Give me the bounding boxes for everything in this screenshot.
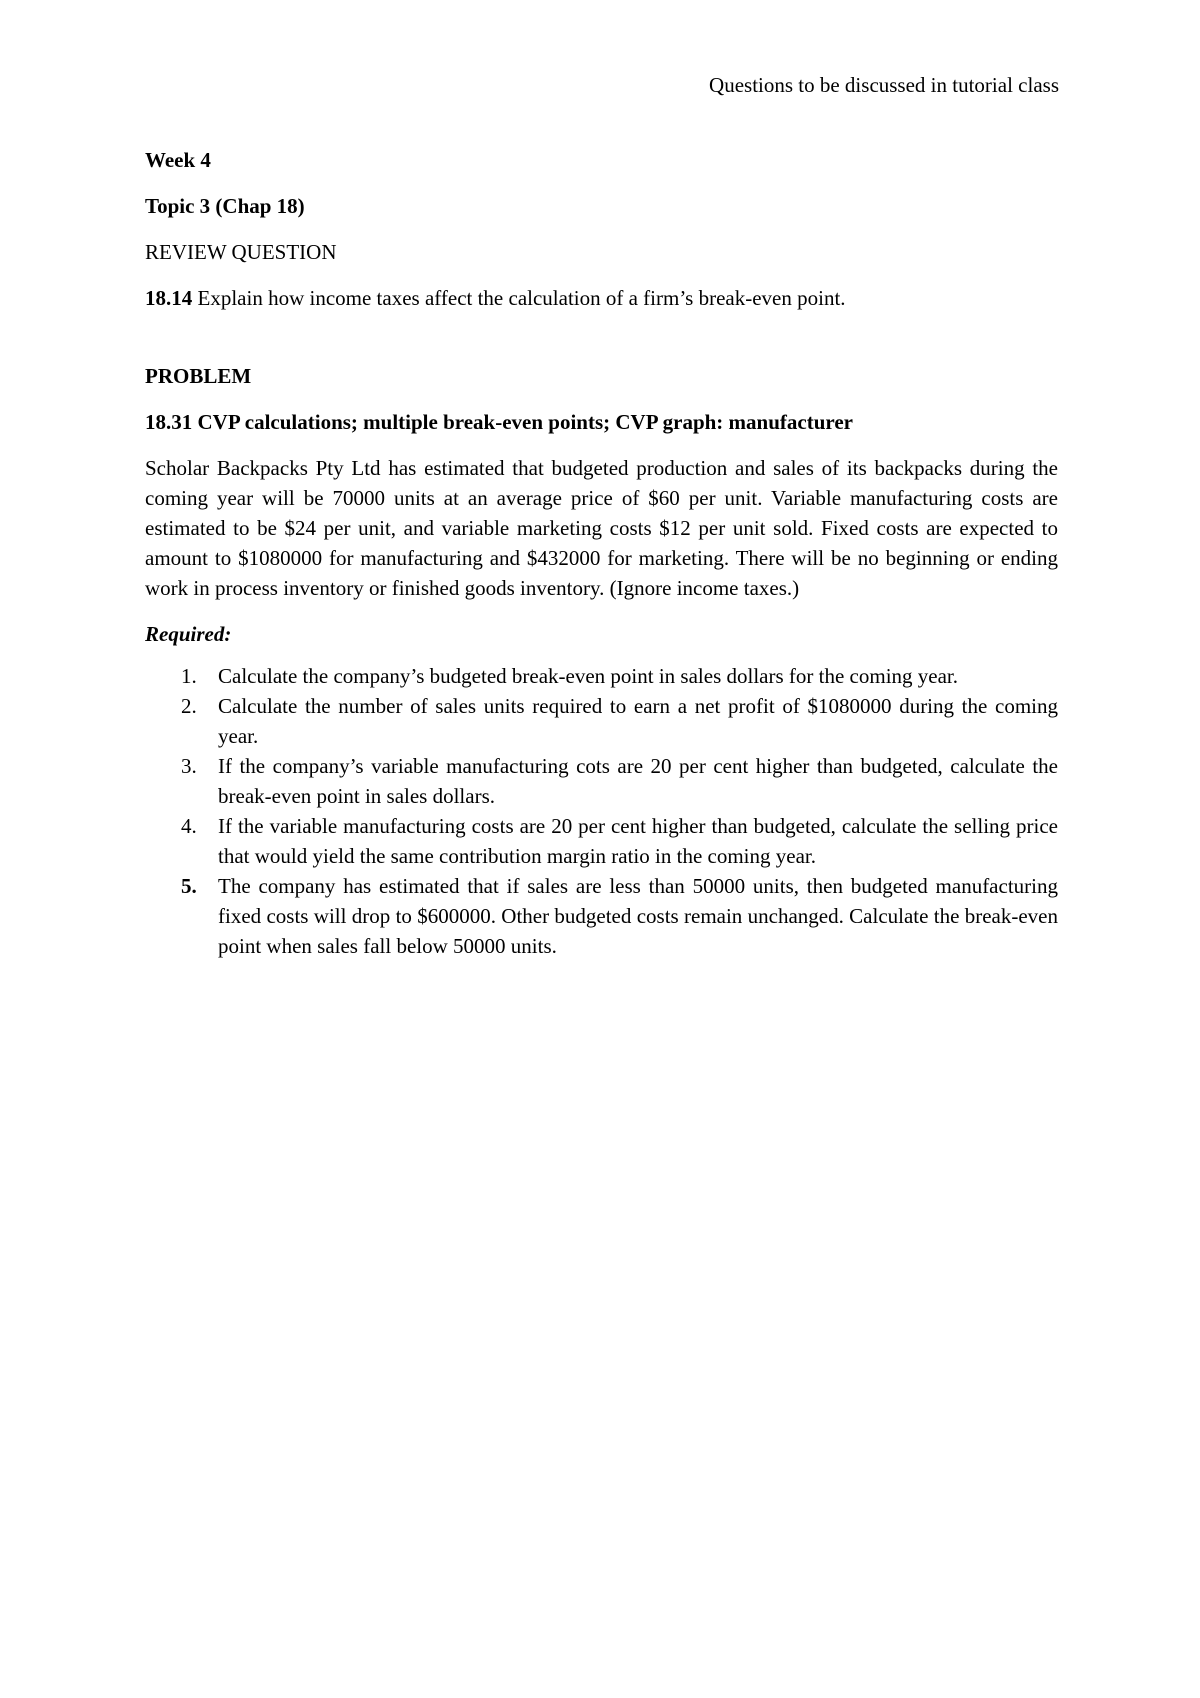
list-item-text: Calculate the number of sales units required to earn a net profit of $1080000 during the coming year. [218, 694, 1058, 748]
list-item-text: If the company’s variable manufacturing cots are 20 per cent higher than budgeted, calculate the break-even point in sales dollars. [218, 754, 1058, 808]
review-heading: REVIEW QUESTION [145, 240, 337, 264]
spacer [145, 329, 1058, 361]
list-item-text: The company has estimated that if sales are less than 50000 units, then budgeted manufacturing fixed costs will drop to $600000. Other budgeted costs remain unchanged. Calculate the break-even point when sales fall below 50000 units. [218, 874, 1058, 958]
review-question-number: 18.14 [145, 286, 193, 310]
problem-title: 18.31 CVP calculations; multiple break-even points; CVP graph: manufacturer [145, 410, 853, 434]
problem-body: Scholar Backpacks Pty Ltd has estimated that budgeted production and sales of its backpacks during the coming year will be 70000 units at an average price of $60 per unit. Variable manufacturing costs are estimated to be $24 per unit, and variable marketing costs $12 per unit sold. Fixed costs are expected to amount to $1080000 for manufacturing and $432000 for marketing. There will be no beginning or ending work in process inventory or finished goods inventory. (Ignore income taxes.) [145, 456, 1058, 600]
header-note: Questions to be discussed in tutorial class [709, 73, 1059, 97]
list-item [145, 811, 1058, 871]
list-item-number: 1. [181, 664, 197, 688]
list-item-number: 4. [181, 814, 197, 838]
list-item-number: 5. [181, 874, 197, 898]
list-item [145, 661, 1058, 691]
list-item [145, 871, 1058, 961]
list-item [145, 751, 1058, 811]
week-heading: Week 4 [145, 148, 211, 172]
list-item [145, 691, 1058, 751]
list-item-number: 3. [181, 754, 197, 778]
problem-heading: PROBLEM [145, 364, 252, 388]
required-list [145, 661, 1058, 961]
list-item-text: Calculate the company’s budgeted break-even point in sales dollars for the coming year. [218, 664, 959, 688]
document-content [145, 145, 1058, 961]
review-question [145, 283, 1058, 313]
required-label: Required: [145, 622, 232, 646]
review-question-text: Explain how income taxes affect the calculation of a firm’s break-even point. [192, 286, 846, 310]
list-item-text: If the variable manufacturing costs are 20 per cent higher than budgeted, calculate the selling price that would yield the same contribution margin ratio in the coming year. [218, 814, 1058, 868]
list-item-number: 2. [181, 694, 197, 718]
topic-heading: Topic 3 (Chap 18) [145, 194, 305, 218]
